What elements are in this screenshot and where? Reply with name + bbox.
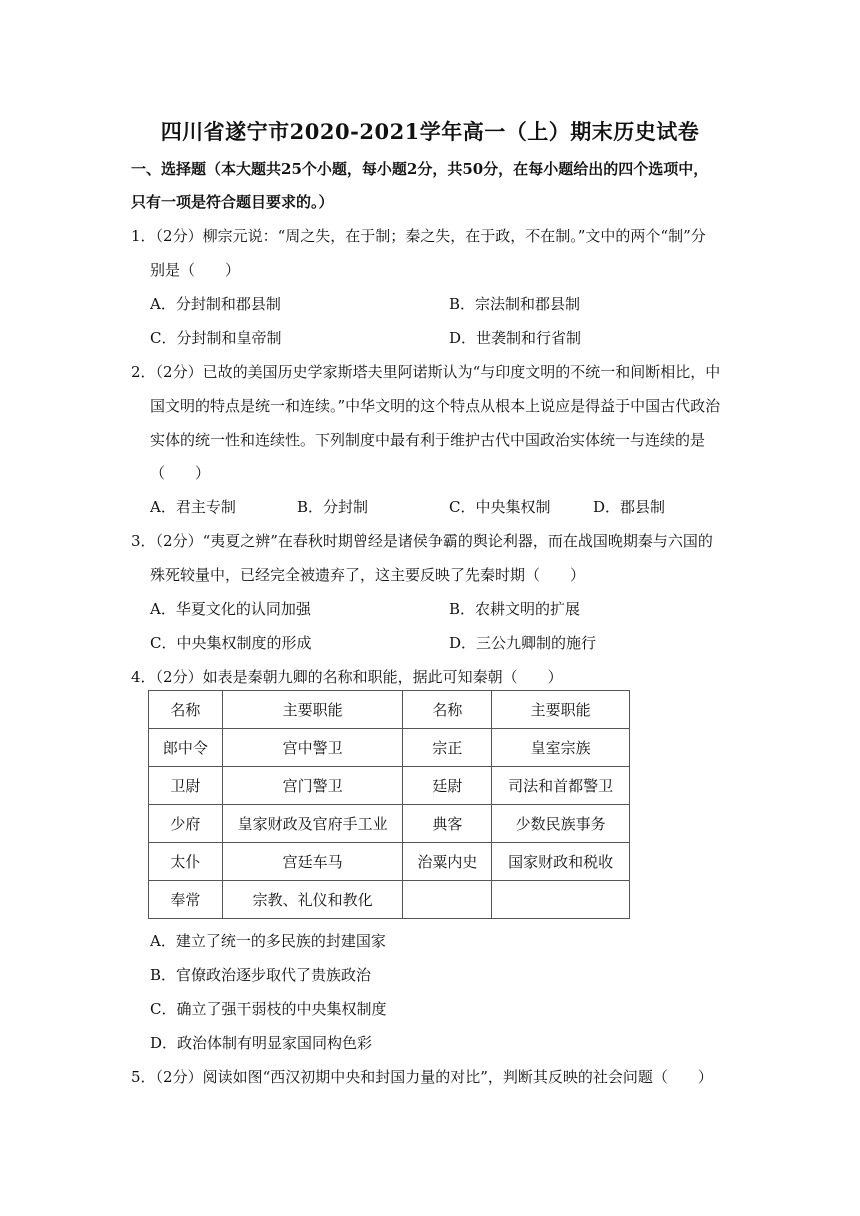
question-3-line-1: 3．（2分）“夷夏之辨”在春秋时期曾经是诸侯争霸的舆论利器，而在战国晚期秦与六国的 <box>131 532 713 550</box>
table-cell: 宫门警卫 <box>222 767 403 805</box>
table-cell <box>492 881 630 919</box>
table-cell: 宫中警卫 <box>222 729 403 767</box>
table-cell <box>403 881 492 919</box>
question-4-option-c: C．确立了强干弱枝的中央集权制度 <box>150 1000 387 1018</box>
table-cell: 郎中令 <box>149 729 223 767</box>
table-cell: 主要职能 <box>222 691 403 729</box>
question-4-line-1: 4．（2分）如表是秦朝九卿的名称和职能，据此可知秦朝（ ） <box>131 668 563 686</box>
table-row <box>149 843 630 881</box>
question-1-option-d: D．世袭制和行省制 <box>449 329 582 347</box>
question-3-option-d: D．三公九卿制的施行 <box>449 634 597 652</box>
table-cell: 治粟内史 <box>403 843 492 881</box>
table-row <box>149 881 630 919</box>
table-cell: 卫尉 <box>149 767 223 805</box>
table-cell: 少府 <box>149 805 223 843</box>
question-1-option-a: A．分封制和郡县制 <box>150 295 281 313</box>
table-cell: 宗正 <box>403 729 492 767</box>
question-4-option-a: A．建立了统一的多民族的封建国家 <box>150 932 386 950</box>
page-title: 四川省遂宁市2020-2021学年高一（上）期末历史试卷 <box>160 119 700 144</box>
question-5-line-1: 5．（2分）阅读如图“西汉初期中央和封国力量的对比”，判断其反映的社会问题（ ） <box>131 1068 713 1086</box>
table-row <box>149 767 630 805</box>
section-heading-line-2: 只有一项是符合题目要求的。） <box>131 193 334 211</box>
table-cell: 宫廷车马 <box>222 843 403 881</box>
section-heading-line-1: 一、选择题（本大题共25个小题，每小题2分，共50分，在每小题给出的四个选项中， <box>131 160 709 178</box>
question-4-option-b: B．官僚政治逐步取代了贵族政治 <box>150 966 372 984</box>
table-cell: 国家财政和税收 <box>492 843 630 881</box>
question-3-option-a: A．华夏文化的认同加强 <box>150 600 311 618</box>
question-2-line-2: 国文明的特点是统一和连续。”中华文明的这个特点从根本上说应是得益于中国古代政治 <box>150 397 721 415</box>
question-1-option-b: B．宗法制和郡县制 <box>449 295 581 313</box>
question-2-option-d: D．郡县制 <box>593 498 666 516</box>
table-cell: 奉常 <box>149 881 223 919</box>
question-2-option-c: C．中央集权制 <box>449 498 551 516</box>
table-row <box>149 805 630 843</box>
table-cell: 廷尉 <box>403 767 492 805</box>
table-cell: 太仆 <box>149 843 223 881</box>
table-cell: 宗教、礼仪和教化 <box>222 881 403 919</box>
table-cell: 司法和首都警卫 <box>492 767 630 805</box>
table-cell: 少数民族事务 <box>492 805 630 843</box>
question-2-option-b: B．分封制 <box>297 498 369 516</box>
question-1-line-1: 1．（2分）柳宗元说：“周之失，在于制；秦之失，在于政，不在制。”文中的两个“制”分 <box>131 227 706 245</box>
table-cell: 皇家财政及官府手工业 <box>222 805 403 843</box>
question-2-line-4: （ ） <box>150 464 211 482</box>
question-2-line-3: 实体的统一性和连续性。下列制度中最有利于维护古代中国政治实体统一与连续的是 <box>150 431 706 449</box>
question-1-option-c: C．分封制和皇帝制 <box>150 329 282 347</box>
question-2-option-a: A．君主专制 <box>150 498 236 516</box>
table-header-row <box>149 691 630 729</box>
question-2-line-1: 2．（2分）已故的美国历史学家斯塔夫里阿诺斯认为“与印度文明的不统一和间断相比，中 <box>131 363 721 381</box>
table-cell: 典客 <box>403 805 492 843</box>
table-row <box>149 729 630 767</box>
question-1-line-2: 别是（ ） <box>150 261 241 279</box>
nine-ministers-table <box>148 690 630 919</box>
table-cell: 主要职能 <box>492 691 630 729</box>
question-3-option-c: C．中央集权制度的形成 <box>150 634 312 652</box>
question-3-line-2: 殊死较量中，已经完全被遗弃了，这主要反映了先秦时期（ ） <box>150 566 586 584</box>
table-cell: 名称 <box>149 691 223 729</box>
question-3-option-b: B．农耕文明的扩展 <box>449 600 581 618</box>
table-cell: 皇室宗族 <box>492 729 630 767</box>
question-4-option-d: D．政治体制有明显家国同构色彩 <box>150 1034 373 1052</box>
table-cell: 名称 <box>403 691 492 729</box>
